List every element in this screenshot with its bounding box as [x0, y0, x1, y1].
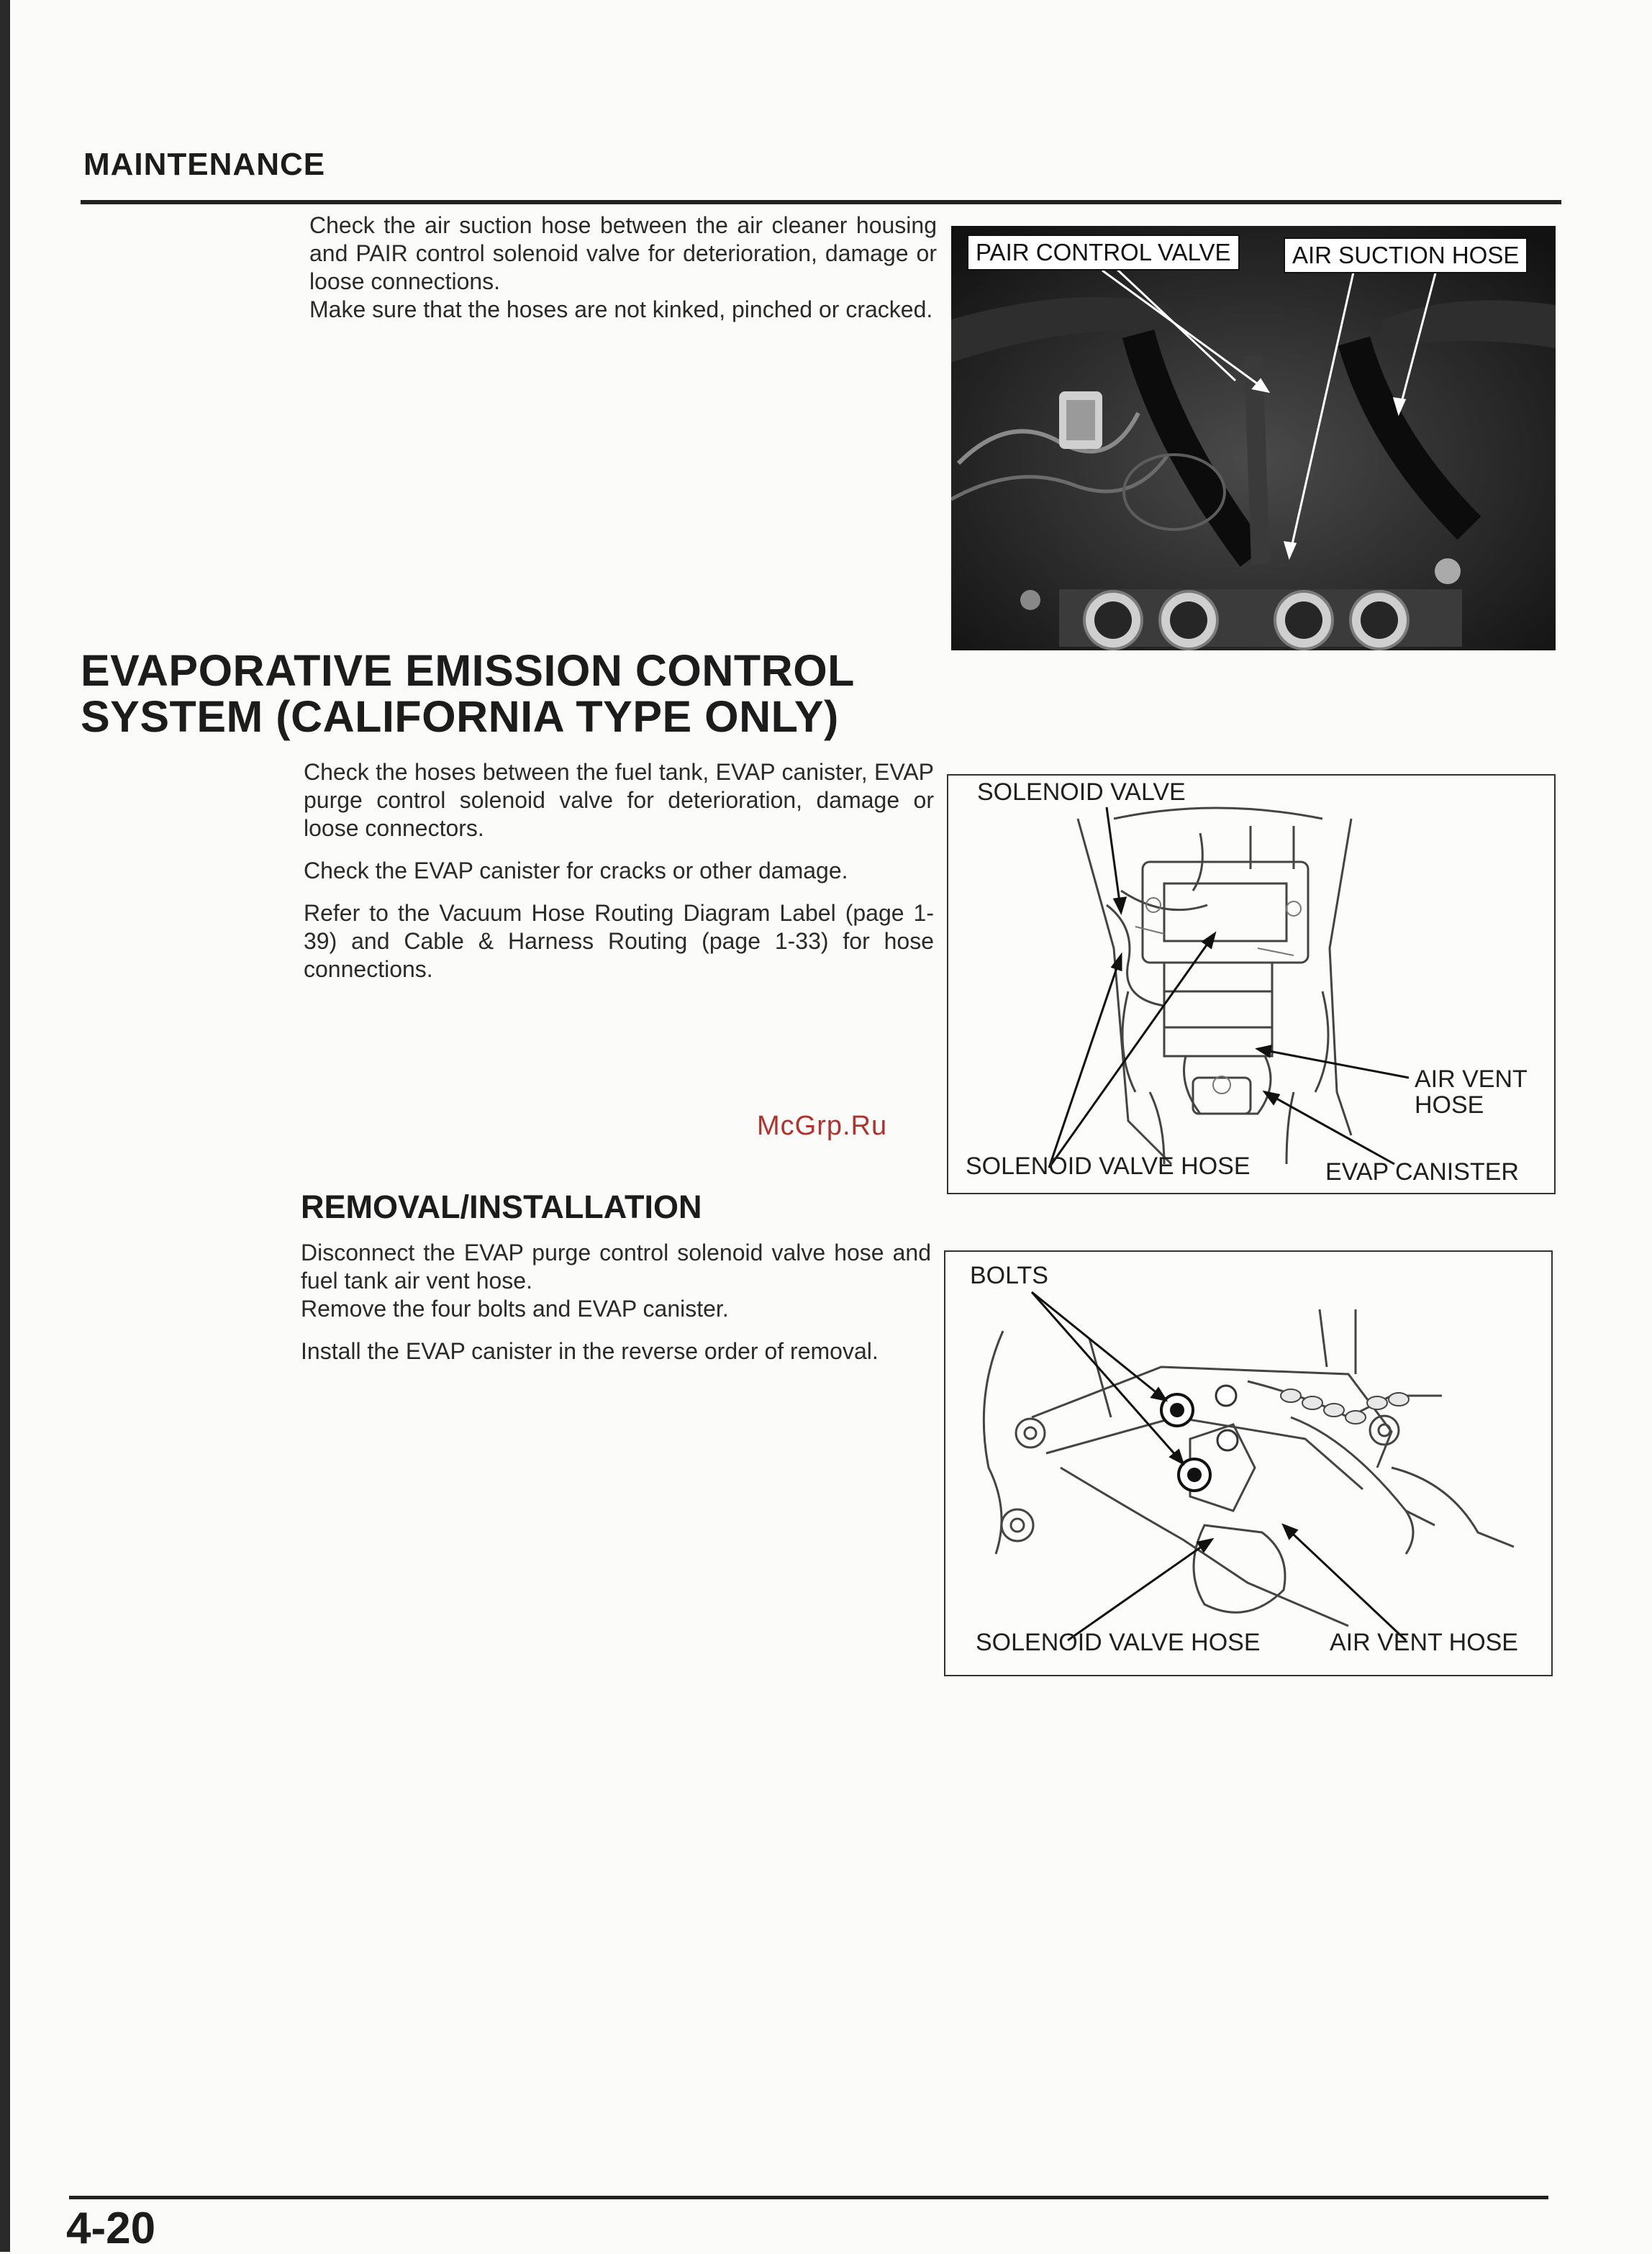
evap-section-title: [81, 647, 855, 740]
evap-canister-label: EVAP CANISTER: [1325, 1158, 1519, 1186]
removal-paragraph-1: Disconnect the EVAP purge control solenoid valve hose and fuel tank air vent hose.: [301, 1240, 931, 1294]
pair-check-paragraph-2: Make sure that the hoses are not kinked, pinched or cracked.: [309, 296, 933, 322]
evap-canister-removal-figure: [944, 1250, 1553, 1676]
evap-title-line-1: EVAPORATIVE EMISSION CONTROL: [81, 646, 855, 695]
evap-text: [304, 758, 934, 998]
watermark: McGrp.Ru: [757, 1111, 888, 1141]
pair-check-text: [309, 212, 937, 338]
air-suction-hose-label: AIR SUCTION HOSE: [1284, 237, 1528, 273]
page-number: 4-20: [66, 2204, 156, 2253]
evap-paragraph-3: Refer to the Vacuum Hose Routing Diagram Label (page 1-39) and Cable & Harness Routing (page 1-33) for hose connections.: [304, 900, 934, 982]
evap-routing-figure: [947, 774, 1556, 1194]
removal-installation-title: REMOVAL/INSTALLATION: [301, 1189, 702, 1225]
removal-paragraph-3: Install the EVAP canister in the reverse order of removal.: [301, 1338, 879, 1364]
solenoid-valve-label: SOLENOID VALVE: [977, 778, 1186, 806]
removal-text: [301, 1239, 931, 1380]
air-vent-hose-label: [1415, 1066, 1528, 1118]
header-rule: [81, 200, 1561, 204]
removal-air-vent-hose-label: AIR VENT HOSE: [1330, 1629, 1518, 1656]
air-vent-hose-label-line-2: HOSE: [1415, 1091, 1484, 1119]
air-vent-hose-label-line-1: AIR VENT: [1415, 1065, 1528, 1093]
page-binding-edge: [0, 0, 10, 2252]
section-label: MAINTENANCE: [83, 147, 326, 182]
evap-title-line-2: SYSTEM (CALIFORNIA TYPE ONLY): [81, 692, 839, 741]
pair-valve-photo: [951, 226, 1556, 650]
removal-paragraph-2: Remove the four bolts and EVAP canister.: [301, 1296, 729, 1322]
removal-solenoid-valve-hose-label: SOLENOID VALVE HOSE: [976, 1629, 1261, 1656]
solenoid-valve-hose-label: SOLENOID VALVE HOSE: [966, 1153, 1251, 1180]
pair-check-paragraph-1: Check the air suction hose between the air cleaner housing and PAIR control solenoid valve for deterioration, damage or loose connections.: [309, 212, 937, 294]
pair-control-valve-label: PAIR CONTROL VALVE: [967, 235, 1240, 271]
evap-paragraph-1: Check the hoses between the fuel tank, EVAP canister, EVAP purge control solenoid valve for deterioration, damage or loose connectors.: [304, 759, 934, 841]
evap-paragraph-2: Check the EVAP canister for cracks or other damage.: [304, 858, 848, 883]
bolts-label: BOLTS: [970, 1262, 1048, 1289]
footer-rule: [69, 2196, 1548, 2199]
